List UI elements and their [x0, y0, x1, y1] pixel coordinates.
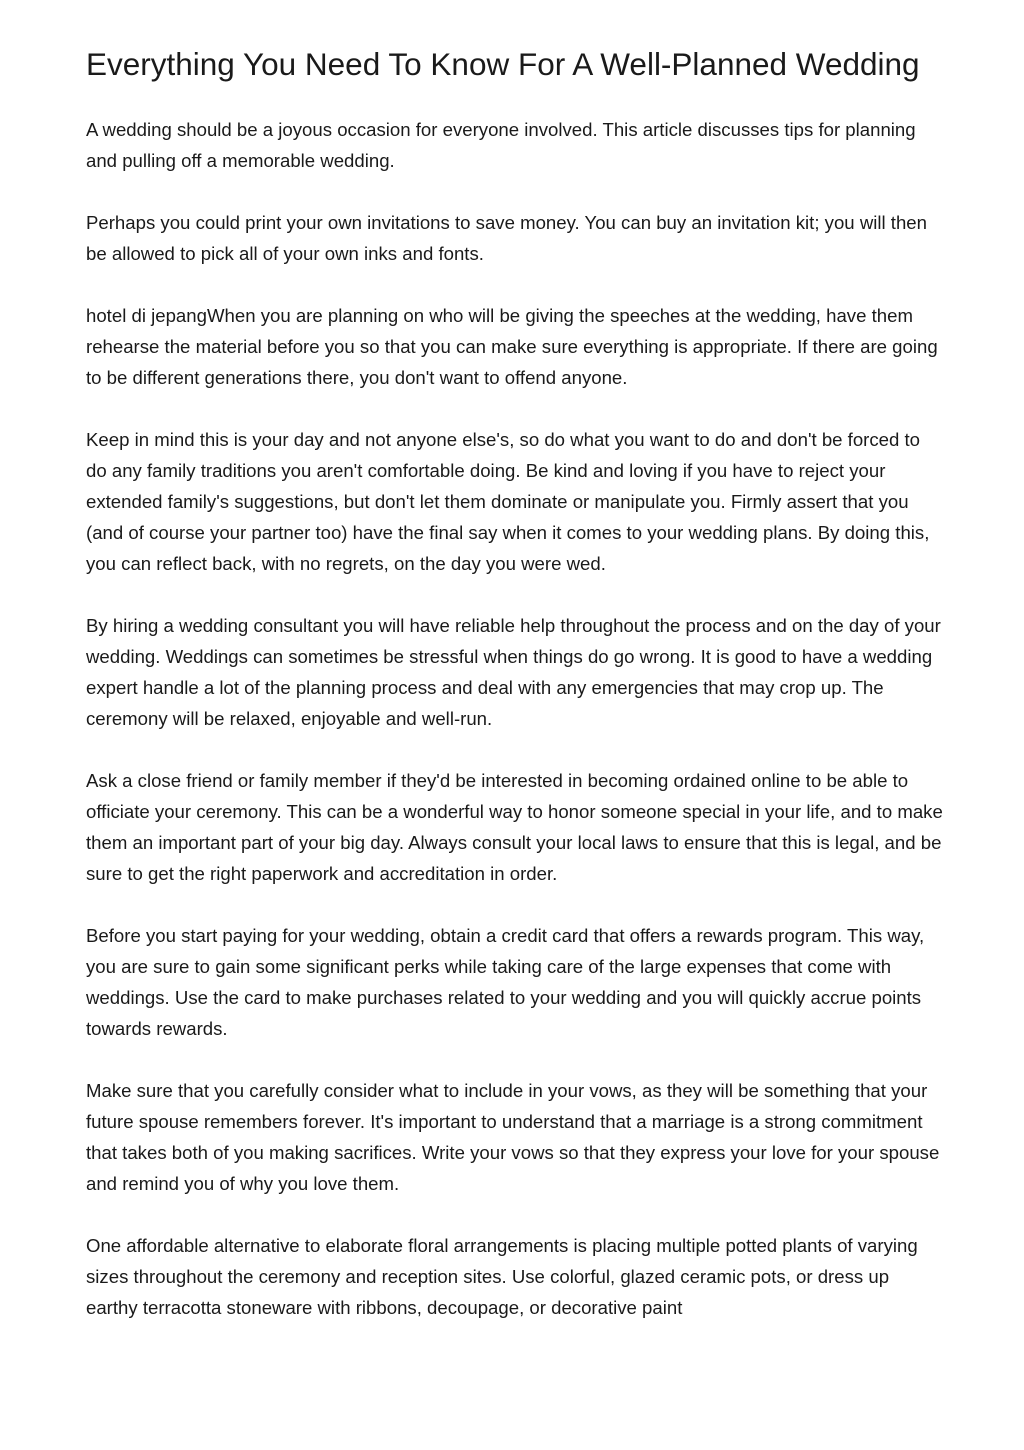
paragraph-officiant: Ask a close friend or family member if they'd be interested in becoming ordained online to be able to officiate your ceremony. This can be a wonderful way to honor someone special in your life, and to make them an important part of your big day. Always consult your local laws to ensure that this is legal, and be sure to get the right paperwork and accreditation in order.: [86, 770, 943, 884]
paragraph-speeches: hotel di jepangWhen you are planning on who will be giving the speeches at the wedding, have them rehearse the material before you so that you can make sure everything is appropriate. If there are going to be different generations there, you don't want to offend anyone.: [86, 305, 938, 388]
paragraph-vows: Make sure that you carefully consider what to include in your vows, as they will be something that your future spouse remembers forever. It's important to understand that a marriage is a strong commitment that takes both of you making sacrifices. Write your vows so that they express your love for your spouse and remind you of why you love them.: [86, 1080, 940, 1194]
document-title: Everything You Need To Know For A Well-Planned Wedding: [86, 46, 920, 82]
paragraph-potted-plants: One affordable alternative to elaborate floral arrangements is placing multiple potted plants of varying sizes throughout the ceremony and reception sites. Use colorful, glazed ceramic pots, or dress up earthy terracotta stoneware with ribbons, decoupage, or decorative paint: [86, 1235, 918, 1318]
document-body: [86, 114, 944, 1323]
paragraph-your-day: Keep in mind this is your day and not anyone else's, so do what you want to do and don't be forced to do any family traditions you aren't comfortable doing. Be kind and loving if you have to reject your extended family's suggestions, but don't let them dominate or manipulate you. Firmly assert that you (and of course your partner too) have the final say when it comes to your wedding plans. By doing this, you can reflect back, with no regrets, on the day you were wed.: [86, 429, 930, 574]
paragraph-intro: A wedding should be a joyous occasion for everyone involved. This article discusses tips for planning and pulling off a memorable wedding.: [86, 119, 916, 171]
paragraph-credit-card: Before you start paying for your wedding, obtain a credit card that offers a rewards program. This way, you are sure to gain some significant perks while taking care of the large expenses that come with weddings. Use the card to make purchases related to your wedding and you will quickly accrue points towards rewards.: [86, 925, 925, 1039]
document-page: [86, 40, 944, 1354]
paragraph-invitations: Perhaps you could print your own invitations to save money. You can buy an invitation kit; you will then be allowed to pick all of your own inks and fonts.: [86, 212, 927, 264]
paragraph-consultant: By hiring a wedding consultant you will have reliable help throughout the process and on the day of your wedding. Weddings can sometimes be stressful when things do go wrong. It is good to have a wedding expert handle a lot of the planning process and deal with any emergencies that may crop up. The ceremony will be relaxed, enjoyable and well-run.: [86, 615, 941, 729]
